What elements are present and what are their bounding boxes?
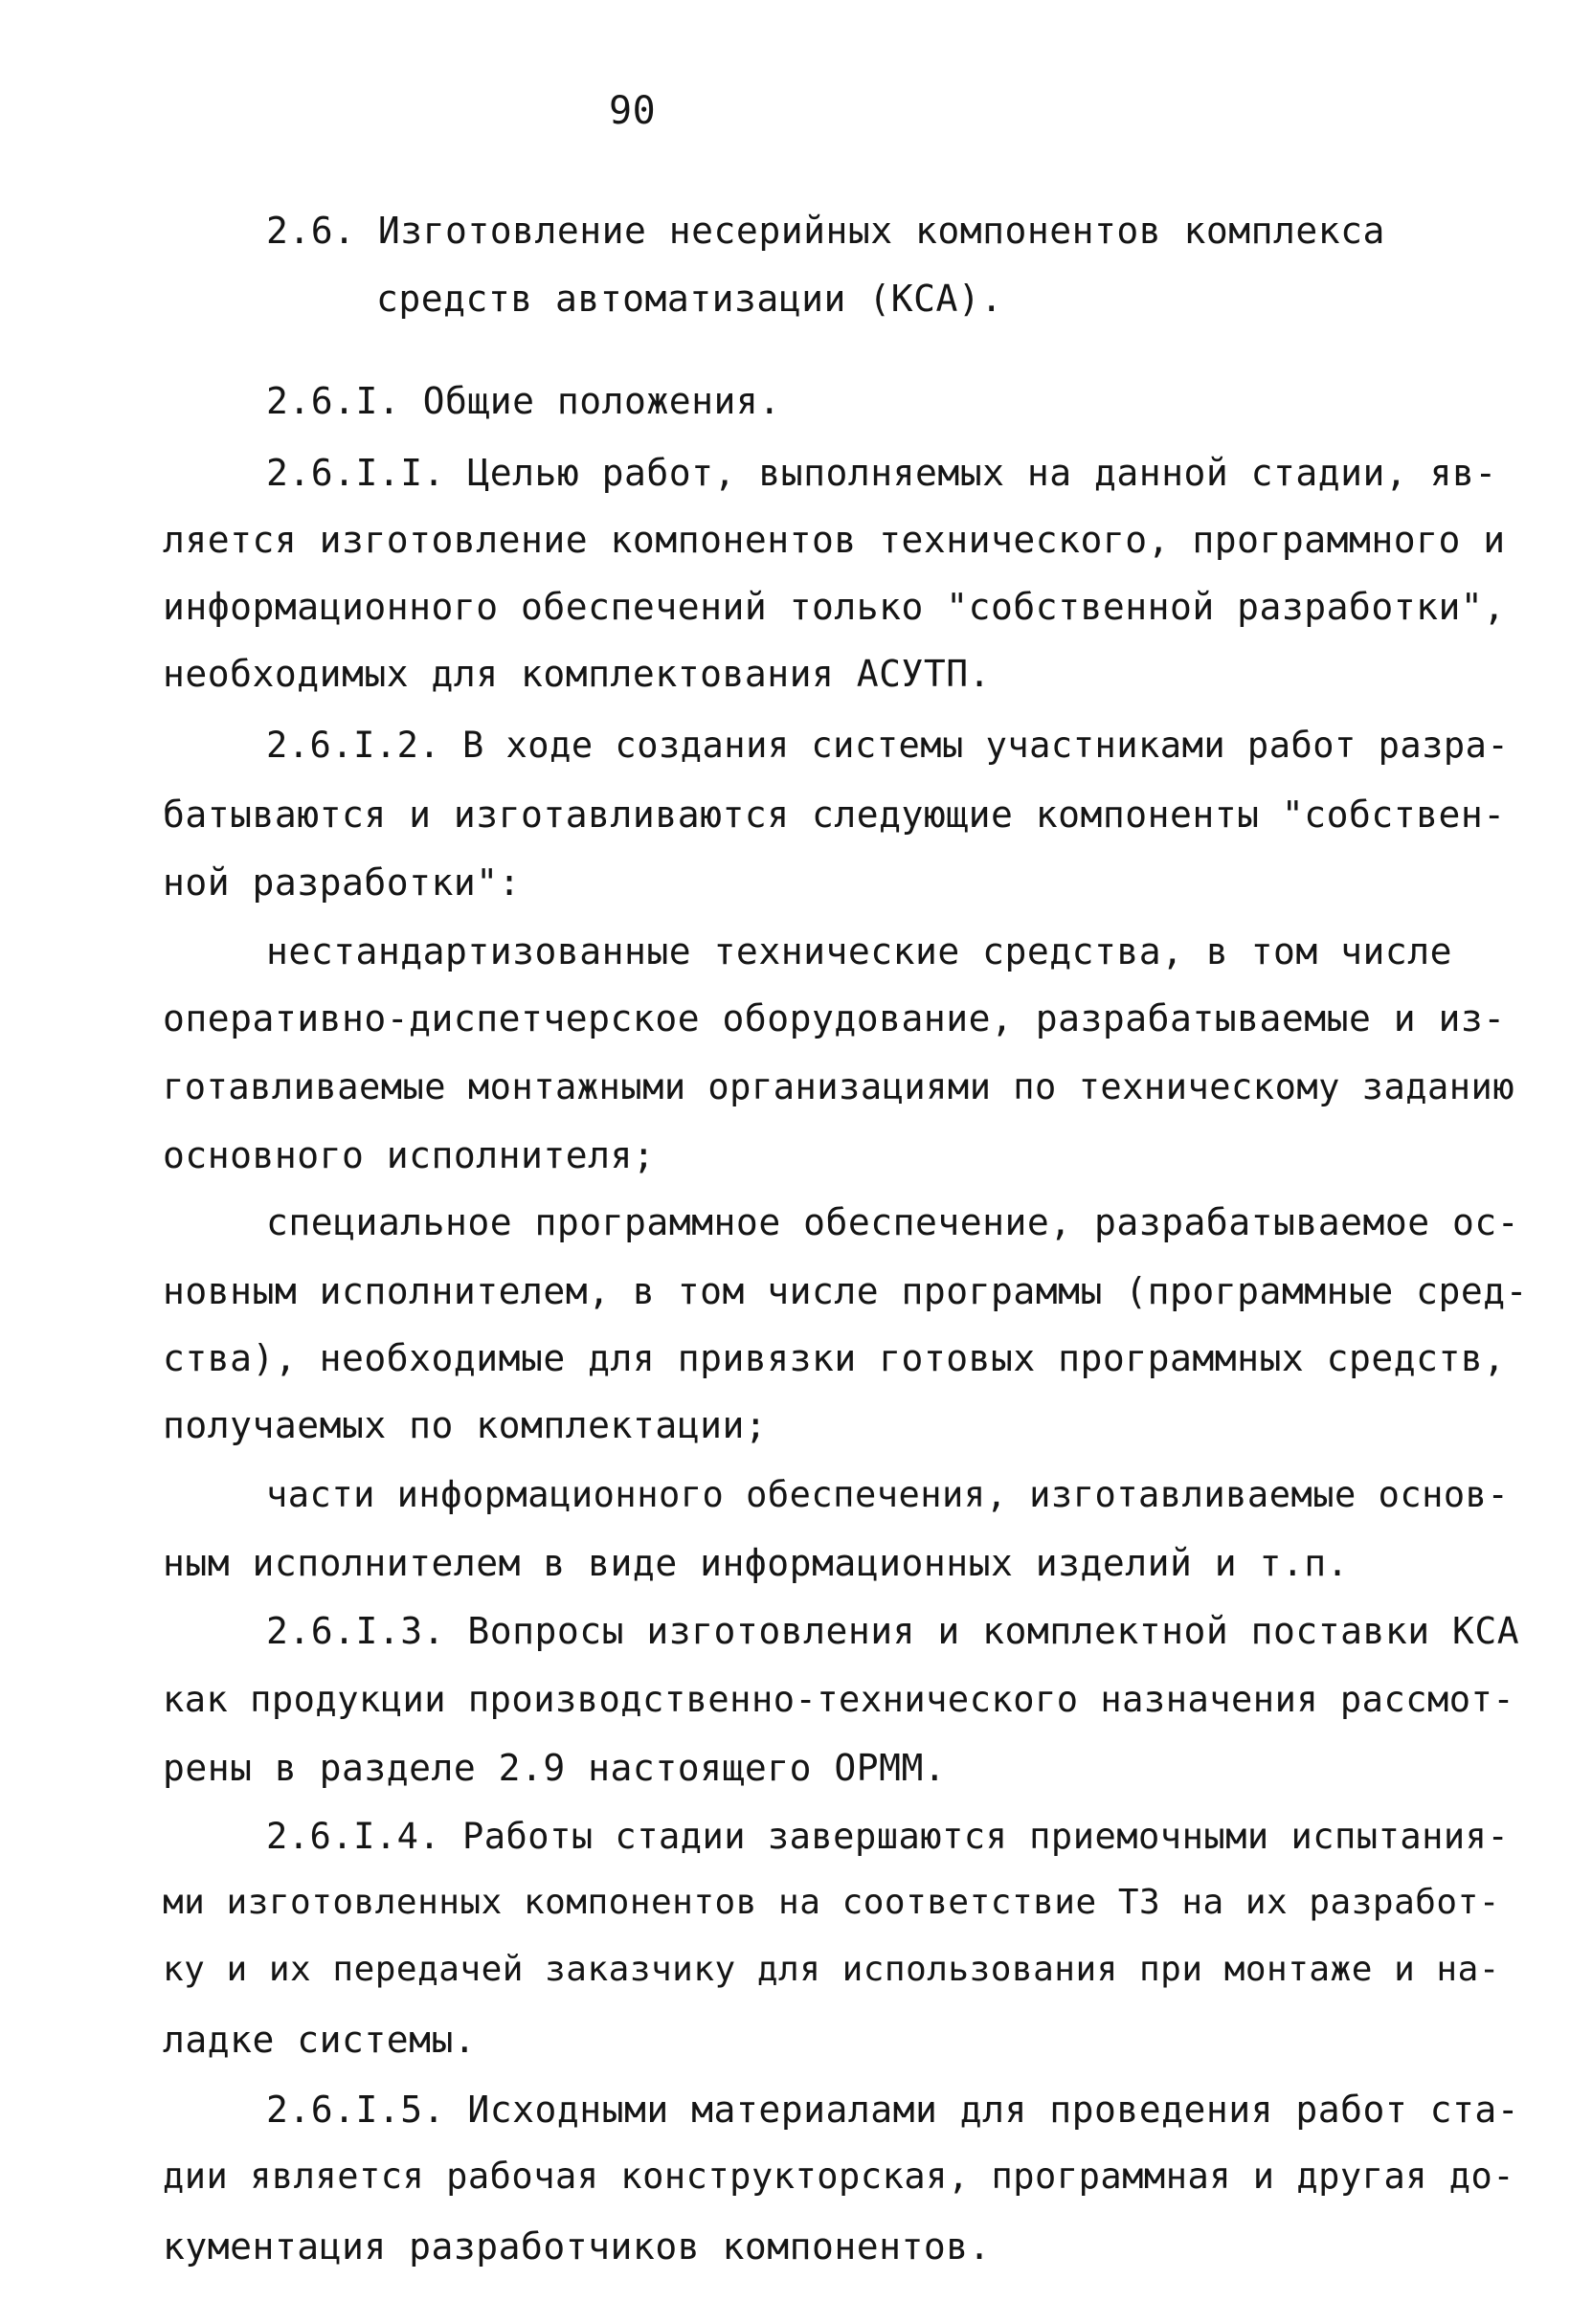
text-line: 2.6.I.2. В ходе создания системы участниками работ разра- [266, 725, 1510, 766]
text-line: получаемых по комплектации; [163, 1404, 768, 1446]
text-line: ным исполнителем в виде информационных изделий и т.п. [163, 1542, 1350, 1584]
text-line: ладке системы. [163, 2019, 477, 2061]
text-line: части информационного обеспечения, изготавливаемые основ- [266, 1474, 1510, 1515]
text-line: необходимых для комплектования АСУТП. [163, 653, 991, 695]
text-line: рены в разделе 2.9 настоящего ОРММ. [163, 1747, 947, 1789]
text-line: 2.6.I.5. Исходными материалами для проведения работ ста- [266, 2089, 1520, 2131]
text-line: дии является рабочая конструкторская, программная и другая до- [163, 2156, 1515, 2197]
text-line: ства), необходимые для привязки готовых программных средств, [163, 1337, 1506, 1379]
text-line: батываются и изготавливаются следующие компоненты "собствен- [163, 793, 1506, 836]
text-line: 2.6.I.3. Вопросы изготовления и комплектной поставки КСА [266, 1610, 1520, 1652]
text-line: 2.6.I.4. Работы стадии завершаются приемочными испытания- [266, 1816, 1510, 1857]
text-line: нестандартизованные технические средства, в том числе [266, 930, 1453, 972]
text-line: новным исполнителем, в том числе программы (программные сред- [163, 1270, 1529, 1312]
section-heading-line: средств автоматизации (КСА). [376, 278, 1003, 320]
text-line: ной разработки": [163, 861, 522, 904]
page-number: 90 [609, 89, 657, 133]
section-heading-line: 2.6. Изготовление несерийных компонентов комплекса [266, 210, 1385, 252]
text-line: ляется изготовление компонентов технического, программного и [163, 519, 1506, 561]
text-line: кументация разработчиков компонентов. [163, 2225, 991, 2268]
text-line: специальное программное обеспечение, разрабатываемое ос- [266, 1201, 1520, 1243]
text-line: 2.6.I.I. Целью работ, выполняемых на данной стадии, яв- [266, 452, 1497, 494]
text-line: ку и их передачей заказчику для использования при монтаже и на- [163, 1950, 1500, 1989]
subsection-title: 2.6.I. Общие положения. [266, 380, 781, 422]
text-line: готавливаемые монтажными организациями по техническому заданию [163, 1066, 1515, 1107]
text-line: оперативно-диспетчерское оборудование, разрабатываемые и из- [163, 997, 1506, 1039]
text-line: как продукции производственно-технического назначения рассмот- [163, 1679, 1515, 1720]
text-line: ми изготовленных компонентов на соответствие ТЗ на их разработ- [163, 1883, 1500, 1922]
text-line: основного исполнителя; [163, 1134, 656, 1176]
text-line: информационного обеспечений только "собственной разработки", [163, 586, 1506, 628]
